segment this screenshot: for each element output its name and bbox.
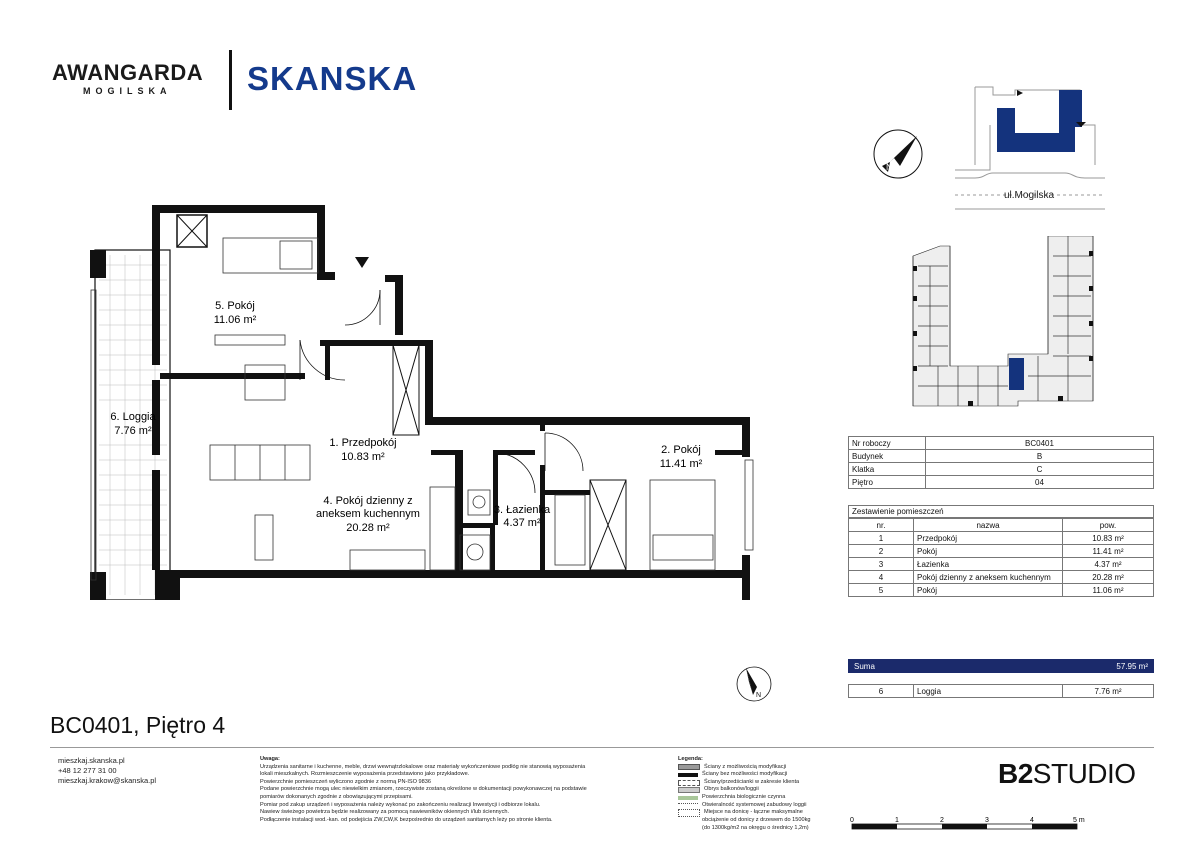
scale-tick: 2 <box>940 817 944 824</box>
legend-swatch <box>678 787 700 793</box>
table-row: 6 Loggia 7.76 m² <box>849 685 1154 698</box>
room-6-name: 6. Loggia <box>110 411 156 423</box>
footer-divider <box>50 747 1154 748</box>
loggia-table <box>848 684 1154 698</box>
room-2-name: 2. Pokój <box>661 444 701 456</box>
area-total-bar <box>848 659 1154 673</box>
room-4-name2: aneksem kuchennym <box>316 508 420 520</box>
room-3-area: 4.37 m² <box>503 517 541 529</box>
legend-block <box>678 756 828 832</box>
contact-block <box>58 756 156 786</box>
scale-tick: 5 m <box>1073 817 1085 824</box>
studio-logo: B2STUDIO <box>998 758 1136 789</box>
notes-line: Powierzchnie pomieszczeń wyliczono zgodnie z normą PN-ISO 9836 <box>260 778 431 785</box>
floor-plan <box>85 205 775 600</box>
notes-line: pomiarów dokonanych zgodnie z obowiązującymi przepisami. <box>260 793 413 800</box>
scale-tick: 3 <box>985 817 989 824</box>
scale-tick: 0 <box>850 817 854 824</box>
area-total-label: Suma <box>854 661 875 671</box>
notes-line: Pomiar pod zakup urządzeń i wyposażenia należy wykonać po zakończeniu realizacji Inwestycji i odbiorze lokalu. <box>260 801 541 808</box>
table-row: Budynek B <box>849 450 1154 463</box>
street-label: ul.Mogilska <box>1004 190 1055 201</box>
notes-line: Nawiew świeżego powietrza będzie realizowany za pomocą nawiewników okiennych i/lub ściennych. <box>260 809 510 816</box>
table-header-row: nr. nazwa pow. <box>849 519 1154 532</box>
table-row: Nr roboczy BC0401 <box>849 437 1154 450</box>
legend-swatch <box>678 803 698 808</box>
legend-item: Ściany z możliwością modyfikacji <box>678 764 828 772</box>
room-5-name: 5. Pokój <box>215 300 255 312</box>
legend-item: Ściany/przedścianki w zakresie klienta <box>678 779 828 787</box>
legend-title: Legenda: <box>678 756 703 762</box>
legend-item: obciążenie od donicy z drzewem do 1500kg <box>678 817 828 825</box>
room-1-name: 1. Przedpokój <box>329 437 397 449</box>
notes-title: Uwaga: <box>260 756 280 762</box>
legend-item: Otwieralność systemowej zabudowy loggii <box>678 802 828 810</box>
table-row: 3 Łazienka 4.37 m² <box>849 558 1154 571</box>
contact-phone[interactable]: +48 12 277 31 00 <box>58 766 117 775</box>
page-title: BC0401, Piętro 4 <box>50 712 226 738</box>
room-1-area: 10.83 m² <box>341 451 385 463</box>
legend-swatch <box>678 819 698 823</box>
legend-swatch <box>678 764 700 770</box>
project-logo-name: AWANGARDA <box>52 60 204 85</box>
north-small-label: N <box>756 692 762 699</box>
rooms-table <box>848 518 1154 597</box>
notes-line: Podłączenie instalacji wod.-kan. od podejścia ZW,CW,K bezpośrednio do urządzeń sanitarnych leży po stronie klienta. <box>260 816 553 823</box>
floor-key-plan <box>908 236 1098 411</box>
contact-email-link[interactable]: mieszkaj.krakow@skanska.pl <box>58 776 157 785</box>
legend-swatch <box>678 773 698 777</box>
room-3-name: 3. Łazienka <box>493 504 551 516</box>
table-row: Klatka C <box>849 463 1154 476</box>
scale-tick: 4 <box>1030 817 1034 824</box>
building-highlight <box>997 90 1082 152</box>
legend-item: Obrys balkonów/loggii <box>678 786 828 794</box>
table-row: 5 Pokój 11.06 m² <box>849 584 1154 597</box>
unit-highlight <box>1009 358 1024 390</box>
notes-block <box>260 756 640 824</box>
room-6-area: 7.76 m² <box>114 425 152 437</box>
room-2-area: 11.41 m² <box>659 458 703 470</box>
rooms-table-title: Zestawienie pomieszczeń <box>848 505 1154 518</box>
contact-web-link[interactable]: mieszkaj.skanska.pl <box>58 756 125 765</box>
room-4-area: 20.28 m² <box>346 522 390 534</box>
company-logo: SKANSKA <box>247 60 418 97</box>
legend-item: Miejsce na donicę - łączne maksymalne <box>678 809 828 817</box>
project-logo-subtitle: MOGILSKA <box>83 86 172 96</box>
legend-item: (do 1300kg/m2 na okręgu o średnicy 1,2m) <box>678 825 828 833</box>
room-5-area: 11.06 m² <box>213 314 257 326</box>
logo-divider <box>229 50 232 110</box>
legend-item: Ściany bez możliwości modyfikacji <box>678 771 828 779</box>
legend-item: Powierzchnia biologicznie czynna <box>678 794 828 802</box>
table-row: 4 Pokój dzienny z aneksem kuchennym 20.28 m² <box>849 571 1154 584</box>
notes-line: Podane powierzchnie mogą ulec niewielkim zmianom, rzeczywiste zostaną określone w dokumentacji powykonawczej na podstawie <box>260 786 587 793</box>
area-total-value: 57.95 m² <box>1116 661 1148 671</box>
legend-swatch <box>678 809 700 817</box>
legend-swatch <box>678 780 700 786</box>
table-row: 2 Pokój 11.41 m² <box>849 545 1154 558</box>
table-row: Piętro 04 <box>849 476 1154 489</box>
notes-line: Urządzenia sanitarne i kuchenne, meble, drzwi wewnątrzlokalowe oraz materiały wykończeniowe podłóg nie stanowią wyposażenia <box>260 763 586 770</box>
legend-swatch <box>678 827 698 831</box>
north-arrow-icon <box>872 128 924 180</box>
unit-info-table <box>848 436 1154 489</box>
north-label: N <box>886 162 893 172</box>
table-row: 1 Przedpokój 10.83 m² <box>849 532 1154 545</box>
scale-bar <box>846 814 1096 838</box>
scale-tick: 1 <box>895 817 899 824</box>
room-4-name: 4. Pokój dzienny z <box>323 495 413 507</box>
north-arrow-small-icon <box>735 665 773 703</box>
legend-swatch <box>678 796 698 800</box>
notes-line: lokali mieszkalnych. Rozmieszczenie wyposażenia przedstawiono jako przykładowe. <box>260 771 470 778</box>
